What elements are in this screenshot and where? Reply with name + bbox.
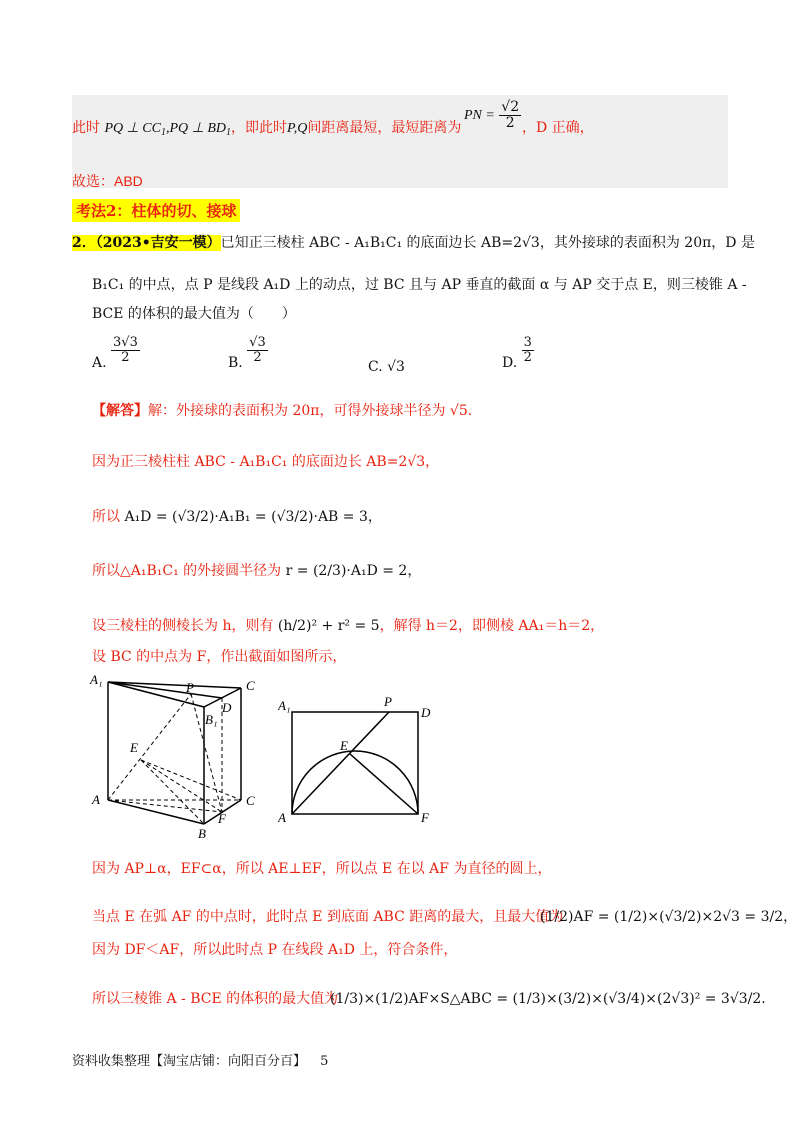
problem-line-1: 2．（2023•吉安一模）已知正三棱柱 ABC - A₁B₁C₁ 的底面边长 AB=2√3，其外接球的表面积为 20π，D 是 bbox=[72, 235, 755, 251]
solution-line-9: 因为 DF＜AF，所以此时点 P 在线段 A₁D 上，符合条件， bbox=[92, 942, 458, 958]
solution-line-8-math: (1/2)AF = (1/2)×(√3/2)×2√3 = 3/2， bbox=[540, 909, 798, 925]
solution-line-2: 因为正三棱柱柱 ABC - A₁B₁C₁ 的底面边长 AB=2√3， bbox=[92, 454, 440, 470]
solution-line-10-math: (1/3)×(1/2)AF×S△ABC = (1/3)×(3/2)×(√3/4)×(2√3)² = 3√3/2. bbox=[330, 991, 766, 1007]
solution-line-6: 设 BC 的中点为 F，作出截面如图所示， bbox=[92, 649, 347, 665]
label-e: E bbox=[130, 740, 138, 755]
solution-line-4: 所以△A₁B₁C₁ 的外接圆半径为 r = (2/3)·A₁D = 2， bbox=[92, 563, 422, 579]
footer: 资料收集整理【淘宝店铺：向阳百分百】 5 bbox=[72, 1054, 329, 1069]
problem-line-3: BCE 的体积的最大值为（ ） bbox=[92, 306, 296, 322]
solution-line-7: 因为 AP⊥α，EF⊂α，所以 AE⊥EF，所以点 E 在以 AF 为直径的圆上， bbox=[92, 861, 552, 877]
section-title: 考法2：柱体的切、接球 bbox=[72, 199, 240, 222]
prev-solution-tail: ，D 正确， bbox=[522, 120, 594, 136]
option-d[interactable]: D. $\frac{3}{2}$ bbox=[502, 335, 532, 371]
page-number: 5 bbox=[320, 1054, 329, 1069]
section-label-p: P bbox=[384, 694, 392, 709]
cross-section-figure bbox=[278, 690, 438, 830]
label-a: A bbox=[92, 792, 100, 807]
prev-answer: 故选：ABD bbox=[72, 173, 143, 189]
label-p: P bbox=[186, 680, 194, 695]
label-b1: B₁ bbox=[205, 712, 218, 727]
prism-figure bbox=[86, 672, 276, 842]
section-label-e: E bbox=[340, 738, 348, 753]
label-d: D bbox=[222, 700, 232, 715]
section-label-a1: A₁ bbox=[278, 698, 291, 713]
option-c[interactable]: C. √3 bbox=[368, 359, 405, 375]
option-a[interactable]: A. $\frac{3√3}{2}$ bbox=[92, 335, 138, 371]
solution-line-8: 当点 E 在弧 AF 的中点时，此时点 E 到底面 ABC 距离的最大，且最大值为 bbox=[92, 909, 564, 925]
problem-line-2: B₁C₁ 的中点，点 P 是线段 A₁D 上的动点，过 BC 且与 AP 垂直的截面 α 与 AP 交于点 E，则三棱锥 A - bbox=[92, 277, 747, 293]
label-b: B bbox=[198, 826, 206, 841]
label-f: F bbox=[218, 811, 226, 826]
label-c-bottom: C bbox=[246, 793, 255, 808]
label-c-top: C bbox=[246, 678, 255, 693]
solution-line-1: 【解答】解：外接球的表面积为 20π，可得外接球半径为 √5. bbox=[92, 403, 473, 419]
solution-line-3: 所以 A₁D = (√3/2)·A₁B₁ = (√3/2)·AB = 3， bbox=[92, 509, 382, 525]
pn-formula: PN = $\frac{√2}{2}$ bbox=[464, 99, 520, 132]
solution-line-10: 所以三棱锥 A - BCE 的体积的最大值为 bbox=[92, 991, 339, 1007]
section-label-a: A bbox=[278, 810, 286, 825]
section-label-f: F bbox=[421, 810, 429, 825]
prev-solution-line: 此时 PQ ⊥ $CC_1,PQ$ ⊥ $BD_1$，即此时P,Q间距离最短，最短距离为 bbox=[72, 120, 462, 138]
section-label-d: D bbox=[421, 705, 431, 720]
label-a1: A₁ bbox=[90, 672, 103, 687]
solution-line-5: 设三棱柱的侧棱长为 h，则有 (h/2)² + r² = 5，解得 h＝2，即侧棱 AA₁＝h＝2， bbox=[92, 618, 605, 634]
option-b[interactable]: B. $\frac{√3}{2}$ bbox=[228, 335, 266, 371]
